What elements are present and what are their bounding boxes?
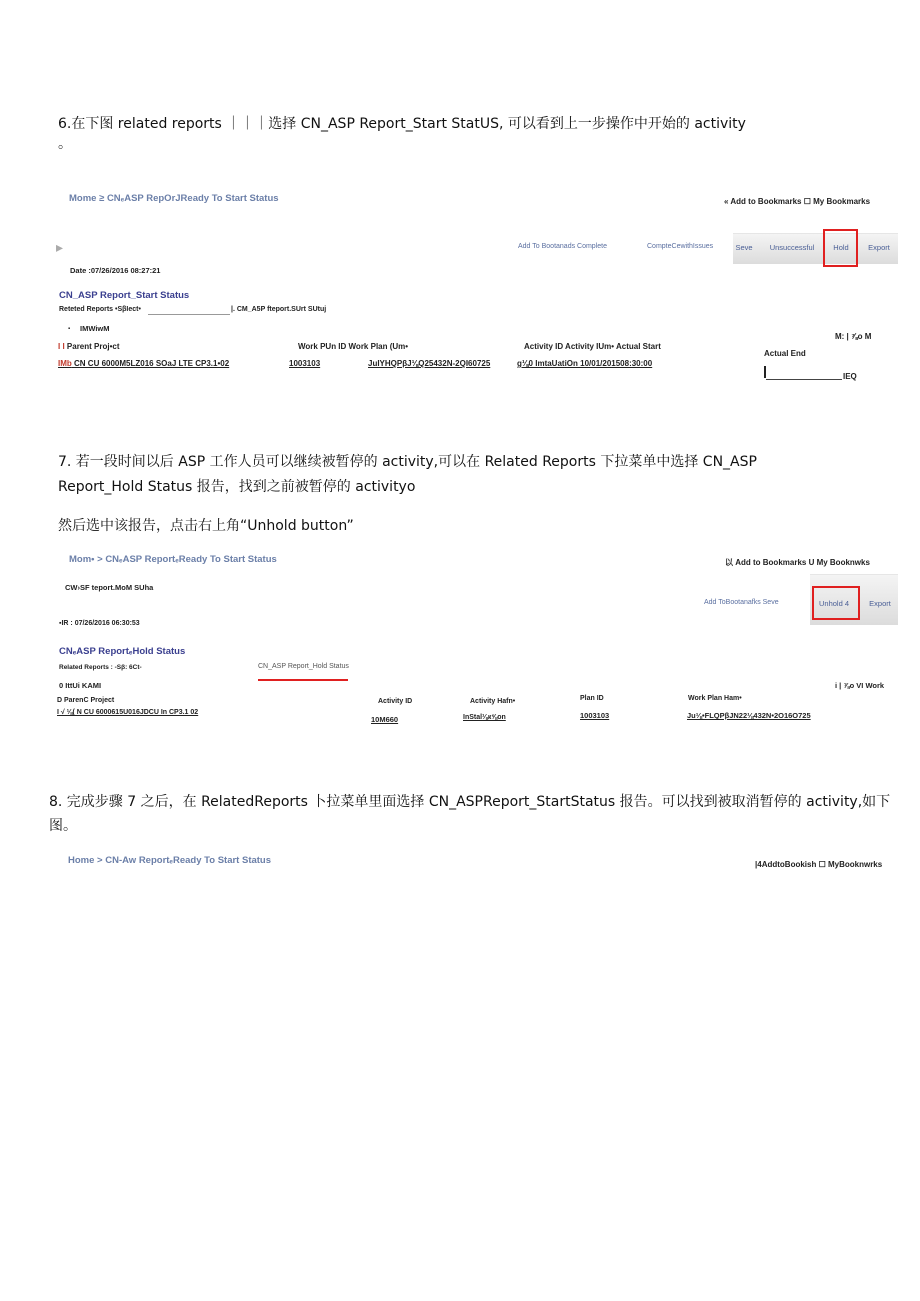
- row-activity-id[interactable]: 10M660: [371, 715, 399, 724]
- cursor-icon: ▸: [56, 240, 64, 256]
- save-button[interactable]: Seve: [735, 243, 753, 252]
- bullet-icon: ▪: [68, 326, 71, 332]
- actual-end-field-line: [766, 379, 842, 380]
- add-to-bookmarks-complete-link[interactable]: Add To Bootanads Complete: [518, 243, 607, 250]
- related-reports-label: Reteted Reports •SβIect•: [59, 306, 141, 313]
- add-to-bookmarks-save-link[interactable]: Add ToBootanafks Seve: [704, 599, 779, 606]
- breadcrumb[interactable]: Mome ≥ CNₑASP RepOrJReady To Start Status: [69, 193, 279, 204]
- step8-line2: 图。: [49, 818, 77, 834]
- step7-line2: Report_Hold Status 报告，找到之前被暂停的 activityo: [58, 479, 416, 495]
- report-link[interactable]: CW›SF teport.MoM SUha: [65, 583, 154, 592]
- row-activity[interactable]: g⅛0 ImtaUatiOn 10/01/201508:30:00: [517, 359, 653, 368]
- row-work-plan-name[interactable]: JuIYHQPβJ⅛Q25432N-2QI60725: [368, 359, 491, 368]
- ittui-label: 0 IttUi KAMI: [59, 681, 102, 690]
- report-date: ▪IR : 07/26/2016 06:30:53: [59, 620, 140, 627]
- step7-line1: 7. 若一段时间以后 ASP 工作人员可以继续被暂停的 activity,可以在 Related Reports 下拉菜单中选择 CN_ASP: [58, 454, 757, 470]
- header-activity: Activity ID Activity IUm• Actual Start: [524, 342, 661, 351]
- report-date: Date :07/26/2016 08:27:21: [70, 266, 161, 275]
- row-project[interactable]: IMb CN CU 6000M5LZ016 SOaJ LTE CP3.1•02: [58, 359, 230, 368]
- right-column-label: i | ⅞o VI Work: [835, 681, 885, 690]
- step8-line1: 8. 完成步骤 7 之后，在 RelatedReports 卜拉菜单里面选择 CN_ASPReport_StartStatus 报告。可以找到被取消暂停的 activity,如下: [49, 794, 891, 810]
- row-plan-id[interactable]: 1003103: [580, 711, 610, 720]
- step6-line2: 。: [58, 136, 72, 152]
- unhold-button[interactable]: Unhold 4: [818, 599, 850, 608]
- hold-button[interactable]: Hold: [833, 243, 849, 252]
- breadcrumb[interactable]: Home > CN-Aw ReportₑReady To Start Status: [68, 855, 272, 866]
- header-actual-end: Actual End: [764, 349, 806, 358]
- header-parent-project: I I Parent Proj•ct: [58, 342, 120, 351]
- hold-highlight-box: [823, 229, 858, 267]
- unhold-highlight-box: [812, 586, 860, 620]
- breadcrumb[interactable]: Mom• > CNₑASP ReportₑReady To Start Status: [69, 554, 277, 565]
- unsuccessful-button[interactable]: Unsuccessful: [769, 243, 815, 252]
- header-work-plan-name: Work Plan Ham•: [688, 695, 742, 702]
- header-activity-id: Activity ID: [378, 698, 413, 705]
- bookmarks-links[interactable]: |4AddtoBookish ☐ MyBooknwrks: [755, 860, 883, 869]
- row-activity-name[interactable]: InStal⅛к⅝on: [463, 714, 506, 721]
- header-parent-project: D ParenC Project: [57, 697, 115, 704]
- header-activity-name: Activity Hafn•: [470, 698, 516, 705]
- row-project[interactable]: I √ ⅛( N CU 6000615U016JDCU In CP3.1 02: [57, 709, 199, 716]
- bookmarks-links[interactable]: 以 Add to Bookmarks U My Booknwks: [725, 558, 870, 567]
- report-title: CNₑASP ReportₑHold Status: [59, 646, 186, 657]
- right-column-label: M: | ⅞o M: [835, 332, 872, 341]
- export-button[interactable]: Export: [868, 243, 890, 252]
- cursor-bar: [764, 366, 766, 378]
- dropdown-underline: [258, 679, 348, 681]
- row-work-plan-id[interactable]: 1003103: [289, 359, 321, 368]
- row-work-plan-name[interactable]: Ju⅛•FLQPβJN22⅛432N•2O16O725: [687, 711, 811, 720]
- related-reports-select[interactable]: |. CM_A5P fteport.SUrt SUtuj: [231, 306, 327, 313]
- related-reports-label: Related Reports : -Sβ: 6Ct-: [59, 664, 142, 671]
- header-work-plan: Work PUn ID Work Plan (Um•: [298, 342, 409, 351]
- related-reports-select-line: [148, 314, 230, 315]
- step7-line3: 然后选中该报告，点击右上角“Unhold button”: [58, 518, 354, 534]
- step6-line1: 6.在下图 related reports ｜｜｜选择 CN_ASP Report_Start StatUS, 可以看到上一步操作中开始的 activity: [58, 116, 746, 132]
- export-button[interactable]: Export: [869, 599, 891, 608]
- bookmarks-links[interactable]: « Add to Bookmarks ☐ My Bookmarks: [724, 197, 871, 206]
- actual-end-field[interactable]: IEQ: [843, 372, 857, 381]
- header-plan-id: Plan ID: [580, 695, 604, 702]
- related-reports-dropdown[interactable]: CN_ASP Report_Hold Status: [258, 663, 349, 670]
- report-title: CN_ASP Report_Start Status: [59, 290, 190, 301]
- complete-with-issues-link[interactable]: CompteCewithIssues: [647, 243, 714, 250]
- iwm-label: IMWiwM: [80, 324, 110, 333]
